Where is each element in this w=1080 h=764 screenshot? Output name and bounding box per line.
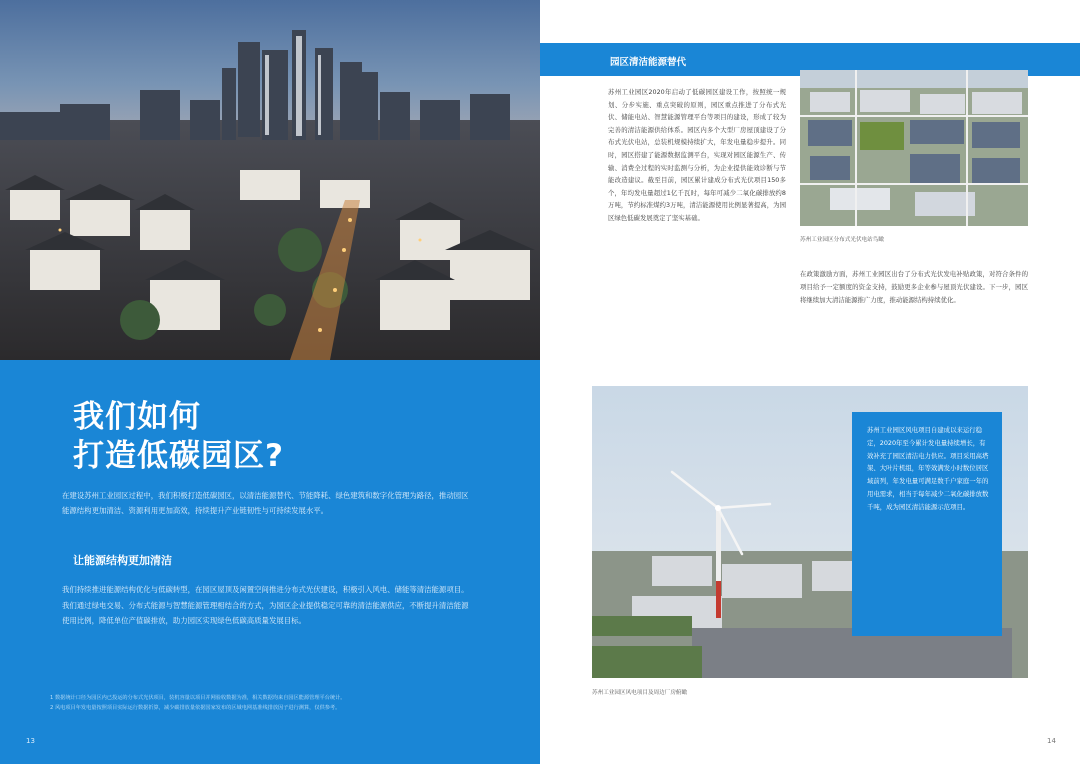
title-line-2: 打造低碳园区? — [73, 438, 284, 474]
body-paragraph: 我们持续推进能源结构优化与低碳转型，在园区屋顶及闲置空间推进分布式光伏建设，积极引入风电、储能等清洁能源项目。我们通过绿电交易、分布式能源与智慧能源管理相结合的方式，为园区企业提供稳定可靠的清洁能源供应，不断提升清洁能源使用比例，降低单位产值碳排放，助力园区实现绿色低碳高质量发展目标。 — [62, 585, 469, 625]
footnote-1: 1 数据统计口径为园区内已投运的分布式光伏项目，装机容量以项目并网验收数据为准，相关数据均来自园区能源管理平台统计。 — [50, 695, 346, 701]
intro-paragraph: 在建设苏州工业园区过程中，我们积极打造低碳园区，以清洁能源替代、节能降耗、绿色建筑和数字化管理为路径，推动园区能源结构更加清洁、资源利用更加高效，持续提升产业链韧性与可持续发展水平。 — [62, 491, 469, 515]
city-night-photo — [0, 0, 540, 360]
section-subheading: 让能源结构更加清洁 — [73, 554, 172, 567]
section-title: 园区清洁能源替代 — [610, 57, 687, 68]
aerial-photo-caption: 苏州工业园区分布式光伏电站鸟瞰 — [800, 237, 884, 243]
footnote-2: 2 风电项目年发电量按照项目实际运行数据折算，减少碳排放量依据国家发布的区域电网基准线排放因子进行测算，仅供参考。 — [50, 705, 341, 711]
right-page — [540, 0, 1080, 764]
aerial-solar-photo — [800, 70, 1028, 226]
page-title — [73, 398, 284, 476]
article-text: 苏州工业园区2020年启动了低碳园区建设工作，按照统一规划、分步实施、重点突破的原则，园区重点推进了分布式光伏、储能电站、智慧能源管理平台等项目的建设，形成了较为完善的清洁能源供给体系。园区内多个大型厂房屋顶建设了分布式光伏电站，总装机规模持续扩大，年发电量稳步提升。同时，园区搭建了能源数据监测平台，实现对园区能源生产、传输、消费全过程的实时监测与分析，为企业提供能效诊断与节能改造建议。截至目前，园区累计建成分布式光伏项目150多个，年均发电量超过1亿千瓦时，每年可减少二氧化碳排放约8万吨，节约标准煤约3万吨，清洁能源使用比例显著提高，为园区绿色低碳发展奠定了坚实基础。 — [608, 88, 786, 222]
page-number-right: 14 — [1047, 737, 1056, 745]
page-number-left: 13 — [26, 737, 35, 745]
policy-paragraph: 在政策激励方面，苏州工业园区出台了分布式光伏发电补贴政策，对符合条件的项目给予一定额度的资金支持，鼓励更多企业参与屋顶光伏建设。下一步，园区将继续加大清洁能源推广力度，推动能源结构持续优化。 — [800, 270, 1028, 304]
turbine-photo-caption: 苏州工业园区风电项目及周边厂房俯瞰 — [592, 690, 688, 696]
info-overlay-text: 苏州工业园区风电项目自建成以来运行稳定，2020年至今累计发电量持续增长，有效补充了园区清洁电力供应。项目采用高塔架、大叶片机组，年等效满发小时数位居区域前列，年发电量可满足数千户家庭一年的用电需求，相当于每年减少二氧化碳排放数千吨，成为园区清洁能源示范项目。 — [867, 426, 989, 511]
title-line-1: 我们如何 — [73, 399, 201, 435]
